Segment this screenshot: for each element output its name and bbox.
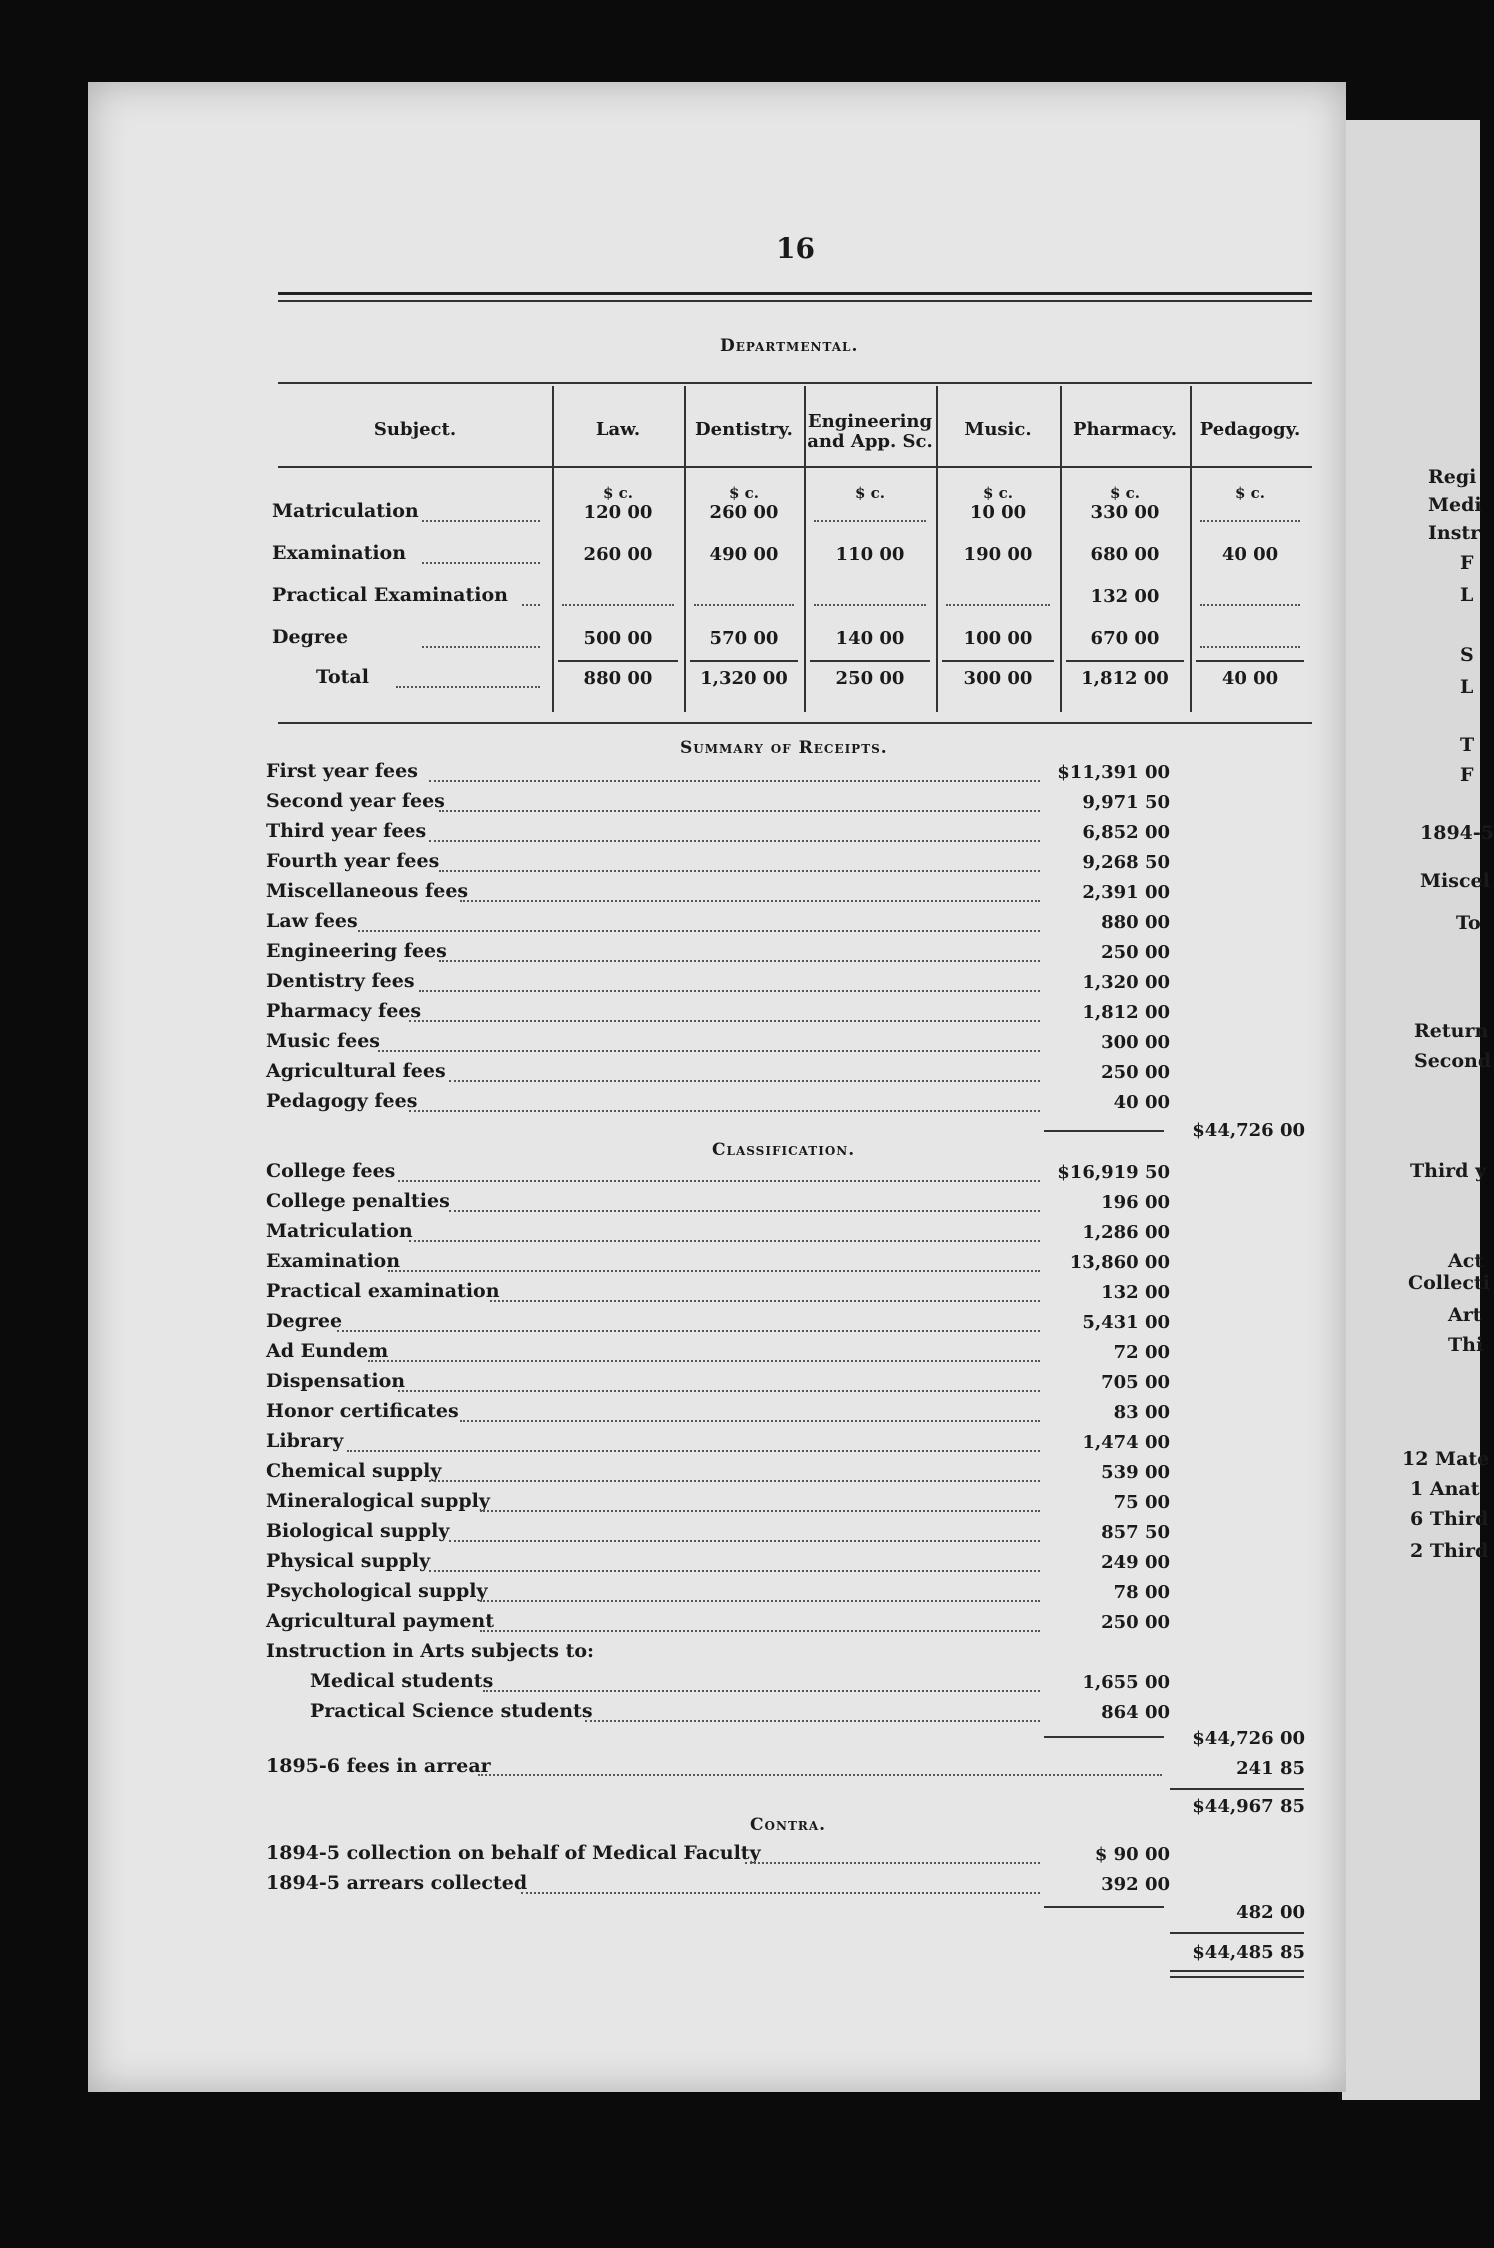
empty-cell-dots bbox=[1200, 646, 1300, 648]
leader-dots bbox=[449, 1210, 1040, 1212]
unit-mark: $ c. bbox=[602, 484, 633, 502]
column-header: Pharmacy. bbox=[1072, 419, 1178, 440]
ledger-label: Biological supply bbox=[266, 1520, 450, 1542]
table-cell: 190 00 bbox=[963, 544, 1033, 565]
leader-dots bbox=[409, 1020, 1040, 1022]
adjacent-page-fragment: 6 Third bbox=[1410, 1508, 1489, 1530]
ledger-label: Honor certificates bbox=[266, 1400, 459, 1422]
ledger-label: Matriculation bbox=[266, 1220, 413, 1242]
ledger-label: Dispensation bbox=[266, 1370, 406, 1392]
table-cell: 680 00 bbox=[1090, 544, 1160, 565]
table-cell: 300 00 bbox=[963, 668, 1033, 689]
ledger-label: Examination bbox=[266, 1250, 401, 1272]
ledger-label: Law fees bbox=[266, 910, 358, 932]
unit-mark: $ c. bbox=[982, 484, 1013, 502]
ledger-amount: 250 00 bbox=[1101, 1612, 1170, 1633]
column-header: Dentistry. bbox=[695, 419, 793, 440]
ledger-label: 1894-5 arrears collected bbox=[266, 1872, 528, 1894]
ledger-label: Library bbox=[266, 1430, 344, 1452]
leader-dots bbox=[585, 1720, 1040, 1722]
summary-total: $44,726 00 bbox=[1192, 1120, 1305, 1141]
row-subject: Practical Examination bbox=[272, 584, 508, 606]
ledger-label: Miscellaneous fees bbox=[266, 880, 469, 902]
ledger-amount: 75 00 bbox=[1113, 1492, 1170, 1513]
total-rule bbox=[942, 660, 1054, 662]
adjacent-page-fragment: S bbox=[1460, 644, 1474, 666]
column-header: Engineering and App. Sc. bbox=[807, 411, 933, 452]
leader-dots bbox=[378, 1050, 1040, 1052]
ledger-amount: 249 00 bbox=[1101, 1552, 1170, 1573]
ledger-amount: 250 00 bbox=[1101, 942, 1170, 963]
ledger-label: Physical supply bbox=[266, 1550, 431, 1572]
ledger-amount: 539 00 bbox=[1101, 1462, 1170, 1483]
unit-mark: $ c. bbox=[1109, 484, 1140, 502]
adjacent-page-fragment: 1 Anat bbox=[1410, 1478, 1480, 1500]
ledger-label: Chemical supply bbox=[266, 1460, 442, 1482]
row-subject: Matriculation bbox=[272, 500, 419, 522]
total-rule bbox=[1066, 660, 1184, 662]
ledger-label: First year fees bbox=[266, 760, 418, 782]
adjacent-page-fragment: 12 Mate bbox=[1402, 1448, 1490, 1470]
row-subject: Degree bbox=[272, 626, 349, 648]
leader-dots bbox=[388, 1270, 1040, 1272]
ledger-amount: 1,320 00 bbox=[1082, 972, 1170, 993]
table-cell: 250 00 bbox=[835, 668, 905, 689]
leader-dots bbox=[358, 930, 1040, 932]
header-rule bbox=[278, 466, 1312, 468]
ledger-label: 1894-5 collection on behalf of Medical Faculty bbox=[266, 1842, 761, 1864]
ledger-label: Medical students bbox=[310, 1670, 494, 1692]
ledger-amount: 9,971 50 bbox=[1082, 792, 1170, 813]
leader-dots bbox=[422, 562, 540, 564]
leader-dots bbox=[409, 1110, 1040, 1112]
column-header: Law. bbox=[595, 419, 641, 440]
table-cell: 140 00 bbox=[835, 628, 905, 649]
ledger-amount: 6,852 00 bbox=[1082, 822, 1170, 843]
leader-dots bbox=[460, 900, 1040, 902]
page-number: 16 bbox=[776, 232, 815, 265]
adjacent-page bbox=[1340, 120, 1494, 2100]
row-subject: Total bbox=[316, 666, 369, 688]
ledger-label: Music fees bbox=[266, 1030, 380, 1052]
arrears-amount: 241 85 bbox=[1236, 1758, 1305, 1779]
leader-dots bbox=[480, 1510, 1040, 1512]
empty-cell-dots bbox=[1200, 520, 1300, 522]
leader-dots bbox=[368, 1360, 1040, 1362]
leader-dots bbox=[449, 1080, 1040, 1082]
table-bottom-rule bbox=[278, 722, 1312, 724]
table-cell: 500 00 bbox=[583, 628, 653, 649]
classification-rule bbox=[1044, 1736, 1164, 1738]
adjacent-page-fragment: Third y bbox=[1410, 1160, 1487, 1182]
ledger-label: Agricultural fees bbox=[266, 1060, 446, 1082]
leader-dots bbox=[483, 1690, 1040, 1692]
ledger-label: Practical examination bbox=[266, 1280, 500, 1302]
ledger-amount: 250 00 bbox=[1101, 1062, 1170, 1083]
leader-dots bbox=[521, 1892, 1040, 1894]
leader-dots bbox=[478, 1774, 1162, 1776]
ledger-amount: 2,391 00 bbox=[1082, 882, 1170, 903]
leader-dots bbox=[337, 1330, 1040, 1332]
ledger-amount: 9,268 50 bbox=[1082, 852, 1170, 873]
ledger-amount: 83 00 bbox=[1113, 1402, 1170, 1423]
ledger-amount: 40 00 bbox=[1113, 1092, 1170, 1113]
ledger-amount: 1,812 00 bbox=[1082, 1002, 1170, 1023]
ledger-label: Pedagogy fees bbox=[266, 1090, 418, 1112]
leader-dots bbox=[422, 520, 540, 522]
ledger-amount: 196 00 bbox=[1101, 1192, 1170, 1213]
row-subject: Examination bbox=[272, 542, 407, 564]
adjacent-page-fragment: 1894-5 bbox=[1420, 822, 1494, 844]
table-cell: 10 00 bbox=[969, 502, 1027, 523]
table-cell: 570 00 bbox=[709, 628, 779, 649]
adjacent-page-fragment: To bbox=[1456, 912, 1481, 934]
leader-dots bbox=[490, 1300, 1040, 1302]
unit-mark: $ c. bbox=[854, 484, 885, 502]
unit-mark: $ c. bbox=[728, 484, 759, 502]
leader-dots bbox=[449, 1540, 1040, 1542]
adjacent-page-fragment: 2 Third bbox=[1410, 1540, 1489, 1562]
adjacent-page-fragment: F bbox=[1460, 552, 1474, 574]
adjacent-page-fragment: Return bbox=[1414, 1020, 1489, 1042]
total-rule bbox=[1196, 660, 1304, 662]
ledger-amount: $ 90 00 bbox=[1094, 1844, 1170, 1865]
table-cell: 670 00 bbox=[1090, 628, 1160, 649]
ledger-amount: 1,286 00 bbox=[1082, 1222, 1170, 1243]
adjacent-page-fragment: Miscel bbox=[1420, 870, 1490, 892]
arrears-rule bbox=[1170, 1788, 1304, 1790]
table-cell: 1,812 00 bbox=[1081, 668, 1169, 689]
ledger-label: Dentistry fees bbox=[266, 970, 415, 992]
leader-dots bbox=[409, 1240, 1040, 1242]
ledger-label: Second year fees bbox=[266, 790, 445, 812]
leader-dots bbox=[398, 1180, 1040, 1182]
net-double-rule-1 bbox=[1170, 1970, 1304, 1972]
table-cell: 40 00 bbox=[1221, 668, 1279, 689]
adjacent-page-fragment: Regi bbox=[1428, 466, 1477, 488]
column-header: Music. bbox=[964, 419, 1032, 440]
ledger-label: Engineering fees bbox=[266, 940, 447, 962]
ledger-label: Agricultural payment bbox=[266, 1610, 495, 1632]
empty-cell-dots bbox=[694, 604, 794, 606]
leader-dots bbox=[422, 646, 540, 648]
adjacent-page-fragment: T bbox=[1460, 734, 1475, 756]
table-cell: 880 00 bbox=[583, 668, 653, 689]
adjacent-page-fragment: Thi bbox=[1448, 1334, 1484, 1356]
departmental-heading: Departmental. bbox=[720, 336, 859, 356]
leader-dots bbox=[429, 780, 1040, 782]
leader-dots bbox=[480, 1600, 1040, 1602]
ledger-amount: 132 00 bbox=[1101, 1282, 1170, 1303]
leader-dots bbox=[419, 990, 1040, 992]
ledger-label: Practical Science students bbox=[310, 1700, 593, 1722]
total-rule bbox=[558, 660, 678, 662]
ledger-amount: 300 00 bbox=[1101, 1032, 1170, 1053]
ledger-amount: 392 00 bbox=[1101, 1874, 1170, 1895]
leader-dots bbox=[429, 1480, 1040, 1482]
table-cell: 260 00 bbox=[709, 502, 779, 523]
adjacent-page-fragment: L bbox=[1460, 676, 1474, 698]
empty-cell-dots bbox=[814, 520, 926, 522]
top-rule bbox=[278, 292, 1312, 295]
table-top-rule bbox=[278, 382, 1312, 384]
leader-dots bbox=[396, 686, 540, 688]
summary-heading: Summary of Receipts. bbox=[680, 738, 888, 758]
leader-dots bbox=[439, 870, 1040, 872]
ledger-amount: 1,655 00 bbox=[1082, 1672, 1170, 1693]
total-rule bbox=[810, 660, 930, 662]
table-cell: 40 00 bbox=[1221, 544, 1279, 565]
ledger-label: Mineralogical supply bbox=[266, 1490, 490, 1512]
grand-total: $44,967 85 bbox=[1192, 1796, 1305, 1817]
ledger-amount: 864 00 bbox=[1101, 1702, 1170, 1723]
empty-cell-dots bbox=[946, 604, 1050, 606]
empty-cell-dots bbox=[562, 604, 674, 606]
leader-dots bbox=[745, 1862, 1040, 1864]
column-header: Pedagogy. bbox=[1199, 419, 1301, 440]
adjacent-page-fragment: Collecti bbox=[1408, 1272, 1490, 1294]
ledger-amount: 857 50 bbox=[1101, 1522, 1170, 1543]
ledger-label: Degree bbox=[266, 1310, 343, 1332]
arrears-label: 1895-6 fees in arrear bbox=[266, 1755, 491, 1777]
unit-mark: $ c. bbox=[1234, 484, 1265, 502]
net-rule bbox=[1170, 1932, 1304, 1934]
table-cell: 110 00 bbox=[835, 544, 905, 565]
ledger-amount: 880 00 bbox=[1101, 912, 1170, 933]
ledger-amount: 72 00 bbox=[1113, 1342, 1170, 1363]
table-cell: 120 00 bbox=[583, 502, 653, 523]
adjacent-page-fragment: L bbox=[1460, 584, 1474, 606]
classification-total: $44,726 00 bbox=[1192, 1728, 1305, 1749]
ledger-label: College penalties bbox=[266, 1190, 450, 1212]
ledger-label: Instruction in Arts subjects to: bbox=[266, 1640, 595, 1662]
adjacent-page-fragment: Medi bbox=[1428, 494, 1482, 516]
ledger-amount: $16,919 50 bbox=[1057, 1162, 1170, 1183]
empty-cell-dots bbox=[814, 604, 926, 606]
classification-heading: Classification. bbox=[712, 1140, 856, 1160]
leader-dots bbox=[347, 1450, 1040, 1452]
adjacent-page-fragment: Instr bbox=[1428, 522, 1481, 544]
leader-dots bbox=[439, 810, 1040, 812]
table-cell: 1,320 00 bbox=[700, 668, 788, 689]
top-rule-thin bbox=[278, 300, 1312, 302]
ledger-amount: $11,391 00 bbox=[1057, 762, 1170, 783]
ledger-label: Fourth year fees bbox=[266, 850, 440, 872]
column-header: Subject. bbox=[373, 419, 457, 440]
table-cell: 100 00 bbox=[963, 628, 1033, 649]
contra-rule bbox=[1044, 1906, 1164, 1908]
ledger-label: Ad Eundem bbox=[266, 1340, 389, 1362]
ledger-label: Psychological supply bbox=[266, 1580, 488, 1602]
table-cell: 260 00 bbox=[583, 544, 653, 565]
leader-dots bbox=[439, 960, 1040, 962]
adjacent-page-fragment: Act bbox=[1448, 1250, 1484, 1272]
adjacent-page-fragment: Art bbox=[1448, 1304, 1482, 1326]
contra-heading: Contra. bbox=[750, 1815, 827, 1835]
net-double-rule-2 bbox=[1170, 1976, 1304, 1978]
leader-dots bbox=[480, 1630, 1040, 1632]
ledger-amount: 705 00 bbox=[1101, 1372, 1170, 1393]
ledger-label: College fees bbox=[266, 1160, 396, 1182]
ledger-label: Third year fees bbox=[266, 820, 427, 842]
leader-dots bbox=[522, 604, 540, 606]
leader-dots bbox=[429, 1570, 1040, 1572]
ledger-amount: 13,860 00 bbox=[1069, 1252, 1170, 1273]
ledger-amount: 78 00 bbox=[1113, 1582, 1170, 1603]
table-cell: 330 00 bbox=[1090, 502, 1160, 523]
empty-cell-dots bbox=[1200, 604, 1300, 606]
summary-rule bbox=[1044, 1130, 1164, 1132]
table-cell: 132 00 bbox=[1090, 586, 1160, 607]
ledger-amount: 5,431 00 bbox=[1082, 1312, 1170, 1333]
adjacent-page-fragment: F bbox=[1460, 764, 1474, 786]
leader-dots bbox=[429, 840, 1040, 842]
leader-dots bbox=[460, 1420, 1040, 1422]
adjacent-page-fragment: Second bbox=[1414, 1050, 1492, 1072]
ledger-amount: 1,474 00 bbox=[1082, 1432, 1170, 1453]
net-total: $44,485 85 bbox=[1192, 1942, 1305, 1963]
table-cell: 490 00 bbox=[709, 544, 779, 565]
total-rule bbox=[690, 660, 798, 662]
ledger-label: Pharmacy fees bbox=[266, 1000, 422, 1022]
contra-subtotal: 482 00 bbox=[1236, 1902, 1305, 1923]
leader-dots bbox=[398, 1390, 1040, 1392]
